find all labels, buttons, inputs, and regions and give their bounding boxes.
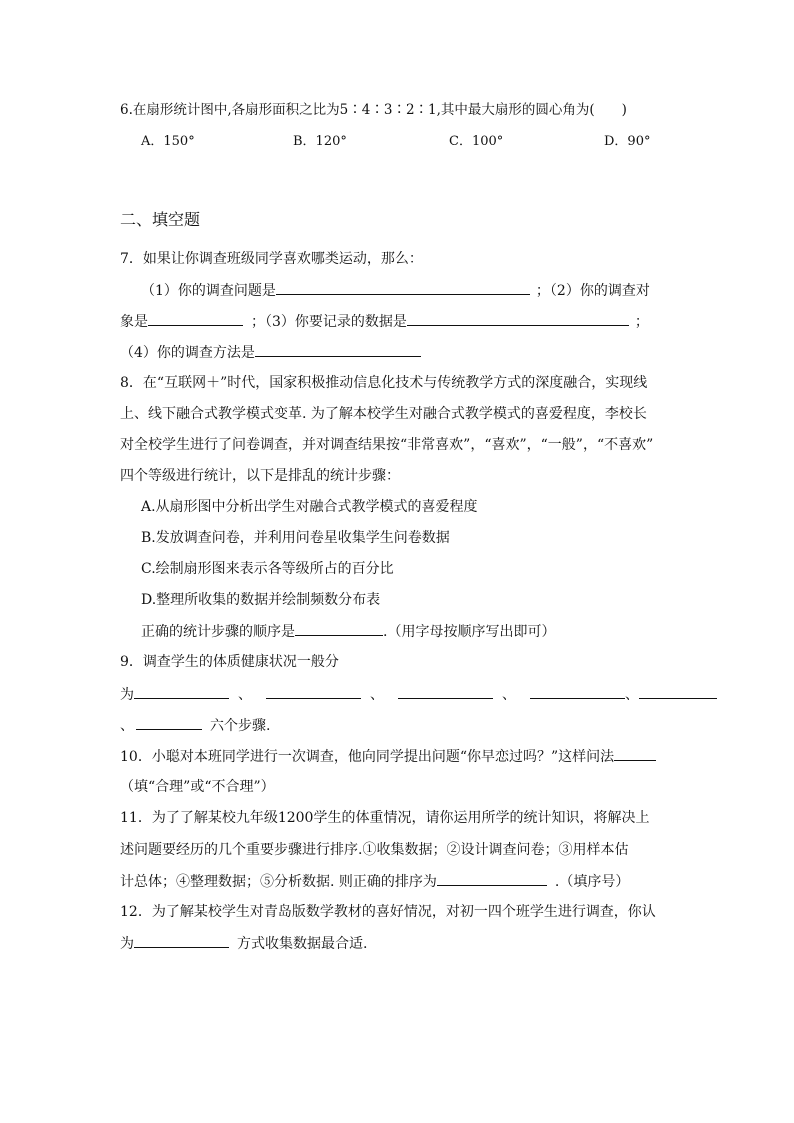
q9-sep4: 、 bbox=[625, 687, 639, 703]
q9-line3-prefix: 、 bbox=[120, 718, 134, 734]
q6-option-c: C．100° bbox=[449, 134, 504, 149]
section-title: 二、填空题 bbox=[120, 210, 201, 229]
q7-line3 bbox=[120, 342, 421, 363]
q12-line2-suffix: 方式收集数据最合适. bbox=[237, 936, 368, 952]
q11-line2: 述问题要经历的几个重要步骤进行排序.①收集数据；②设计调查问卷；③用样本估 bbox=[120, 842, 629, 858]
q9-sep3: 、 bbox=[502, 687, 516, 703]
q9-sep1: 、 bbox=[238, 687, 252, 703]
q8-step-d: D.整理所收集的数据并绘制频数分布表 bbox=[141, 592, 381, 608]
q8-step-c: C.绘制扇形图来表示各等级所占的百分比 bbox=[141, 561, 394, 577]
q6-option-b: B．120° bbox=[293, 134, 347, 149]
q10-line1 bbox=[120, 746, 656, 767]
q7-part1-label: （1）你的调查问题是 bbox=[141, 283, 276, 299]
q8-answer-label: 正确的统计步骤的顺序是 bbox=[141, 624, 295, 640]
q9-line1: 9．调查学生的体质健康状况一般分 bbox=[120, 654, 339, 670]
q9-step6-blank[interactable] bbox=[136, 715, 202, 730]
q7-object-blank[interactable] bbox=[148, 311, 243, 326]
q7-method-blank[interactable] bbox=[255, 342, 421, 357]
q11-order-blank[interactable] bbox=[437, 871, 547, 886]
q7-data-blank[interactable] bbox=[407, 311, 629, 326]
q7-part5-label: ； bbox=[634, 314, 649, 330]
q6-option-d: D．90° bbox=[604, 134, 651, 149]
q8-line4: 四个等级进行统计，以下是排乱的统计步骤： bbox=[120, 468, 400, 484]
q11-hint: .（填序号） bbox=[554, 874, 630, 890]
q7-part3-label: 象是 bbox=[120, 314, 148, 330]
q6-option-a: A．150° bbox=[141, 134, 195, 149]
q11-line3-text: 计总体；④整理数据；⑤分析数据. 则正确的排序为 bbox=[120, 874, 437, 890]
q11-line1: 11．为了了解某校九年级1200学生的体重情况，请你运用所学的统计知识，将解决上 bbox=[120, 810, 650, 826]
q8-line3: 对全校学生进行了问卷调查，并对调查结果按“非常喜欢”，“喜欢”，“一般”，“不喜欢” bbox=[120, 437, 654, 453]
q7-part4-label: ；（3）你要记录的数据是 bbox=[251, 314, 407, 330]
q11-line3 bbox=[120, 871, 629, 892]
q10-question: 10．小聪对本班同学进行一次调查，他向同学提出问题“你早恋过吗？”这样问法 bbox=[120, 749, 615, 765]
q9-step5-blank[interactable] bbox=[639, 684, 717, 699]
q9-step4-blank[interactable] bbox=[530, 684, 625, 699]
q7-question-blank[interactable] bbox=[276, 280, 530, 295]
q6-stem: 6.在扇形统计图中,各扇形面积之比为5∶4∶3∶2∶1,其中最大扇形的圆心角为( ) bbox=[120, 102, 627, 118]
q8-answer-hint: .（用字母按顺序写出即可） bbox=[383, 624, 556, 640]
q7-stem: 7．如果让你调查班级同学喜欢哪类运动，那么： bbox=[120, 251, 423, 267]
q9-line2-prefix: 为 bbox=[120, 687, 134, 703]
q9-line3-suffix: 六个步骤. bbox=[210, 718, 271, 734]
q10-answer-blank[interactable] bbox=[614, 746, 656, 761]
q8-step-b: B.发放调查问卷，并利用问卷星收集学生问卷数据 bbox=[141, 530, 450, 546]
q8-line1: 8．在“互联网＋”时代，国家积极推动信息化技术与传统教学方式的深度融合，实现线 bbox=[120, 375, 648, 391]
q7-part2-label: ；（2）你的调查对 bbox=[535, 283, 650, 299]
q9-line2 bbox=[120, 684, 717, 705]
q12-line1: 12．为了解某校学生对青岛版数学教材的喜好情况，对初一四个班学生进行调查，你认 bbox=[120, 904, 656, 920]
q9-step2-blank[interactable] bbox=[266, 684, 361, 699]
q7-line2 bbox=[120, 311, 649, 332]
q9-step3-blank[interactable] bbox=[398, 684, 493, 699]
q10-line2: （填“合理”或“不合理”） bbox=[120, 779, 275, 795]
q9-step1-blank[interactable] bbox=[134, 684, 229, 699]
q8-order-blank[interactable] bbox=[295, 621, 383, 636]
q8-step-a: A.从扇形图中分析出学生对融合式教学模式的喜爱程度 bbox=[141, 499, 478, 515]
q9-line3 bbox=[120, 715, 270, 736]
q8-line2: 上、线下融合式教学模式变革. 为了解本校学生对融合式教学模式的喜爱程度，李校长 bbox=[120, 406, 647, 422]
q7-line1 bbox=[141, 280, 650, 301]
q9-sep2: 、 bbox=[370, 687, 384, 703]
q8-answer-line bbox=[141, 621, 555, 642]
q12-line2 bbox=[120, 933, 367, 954]
q12-method-blank[interactable] bbox=[134, 933, 229, 948]
q12-line2-prefix: 为 bbox=[120, 936, 134, 952]
q7-part6-label: （4）你的调查方法是 bbox=[120, 345, 255, 361]
